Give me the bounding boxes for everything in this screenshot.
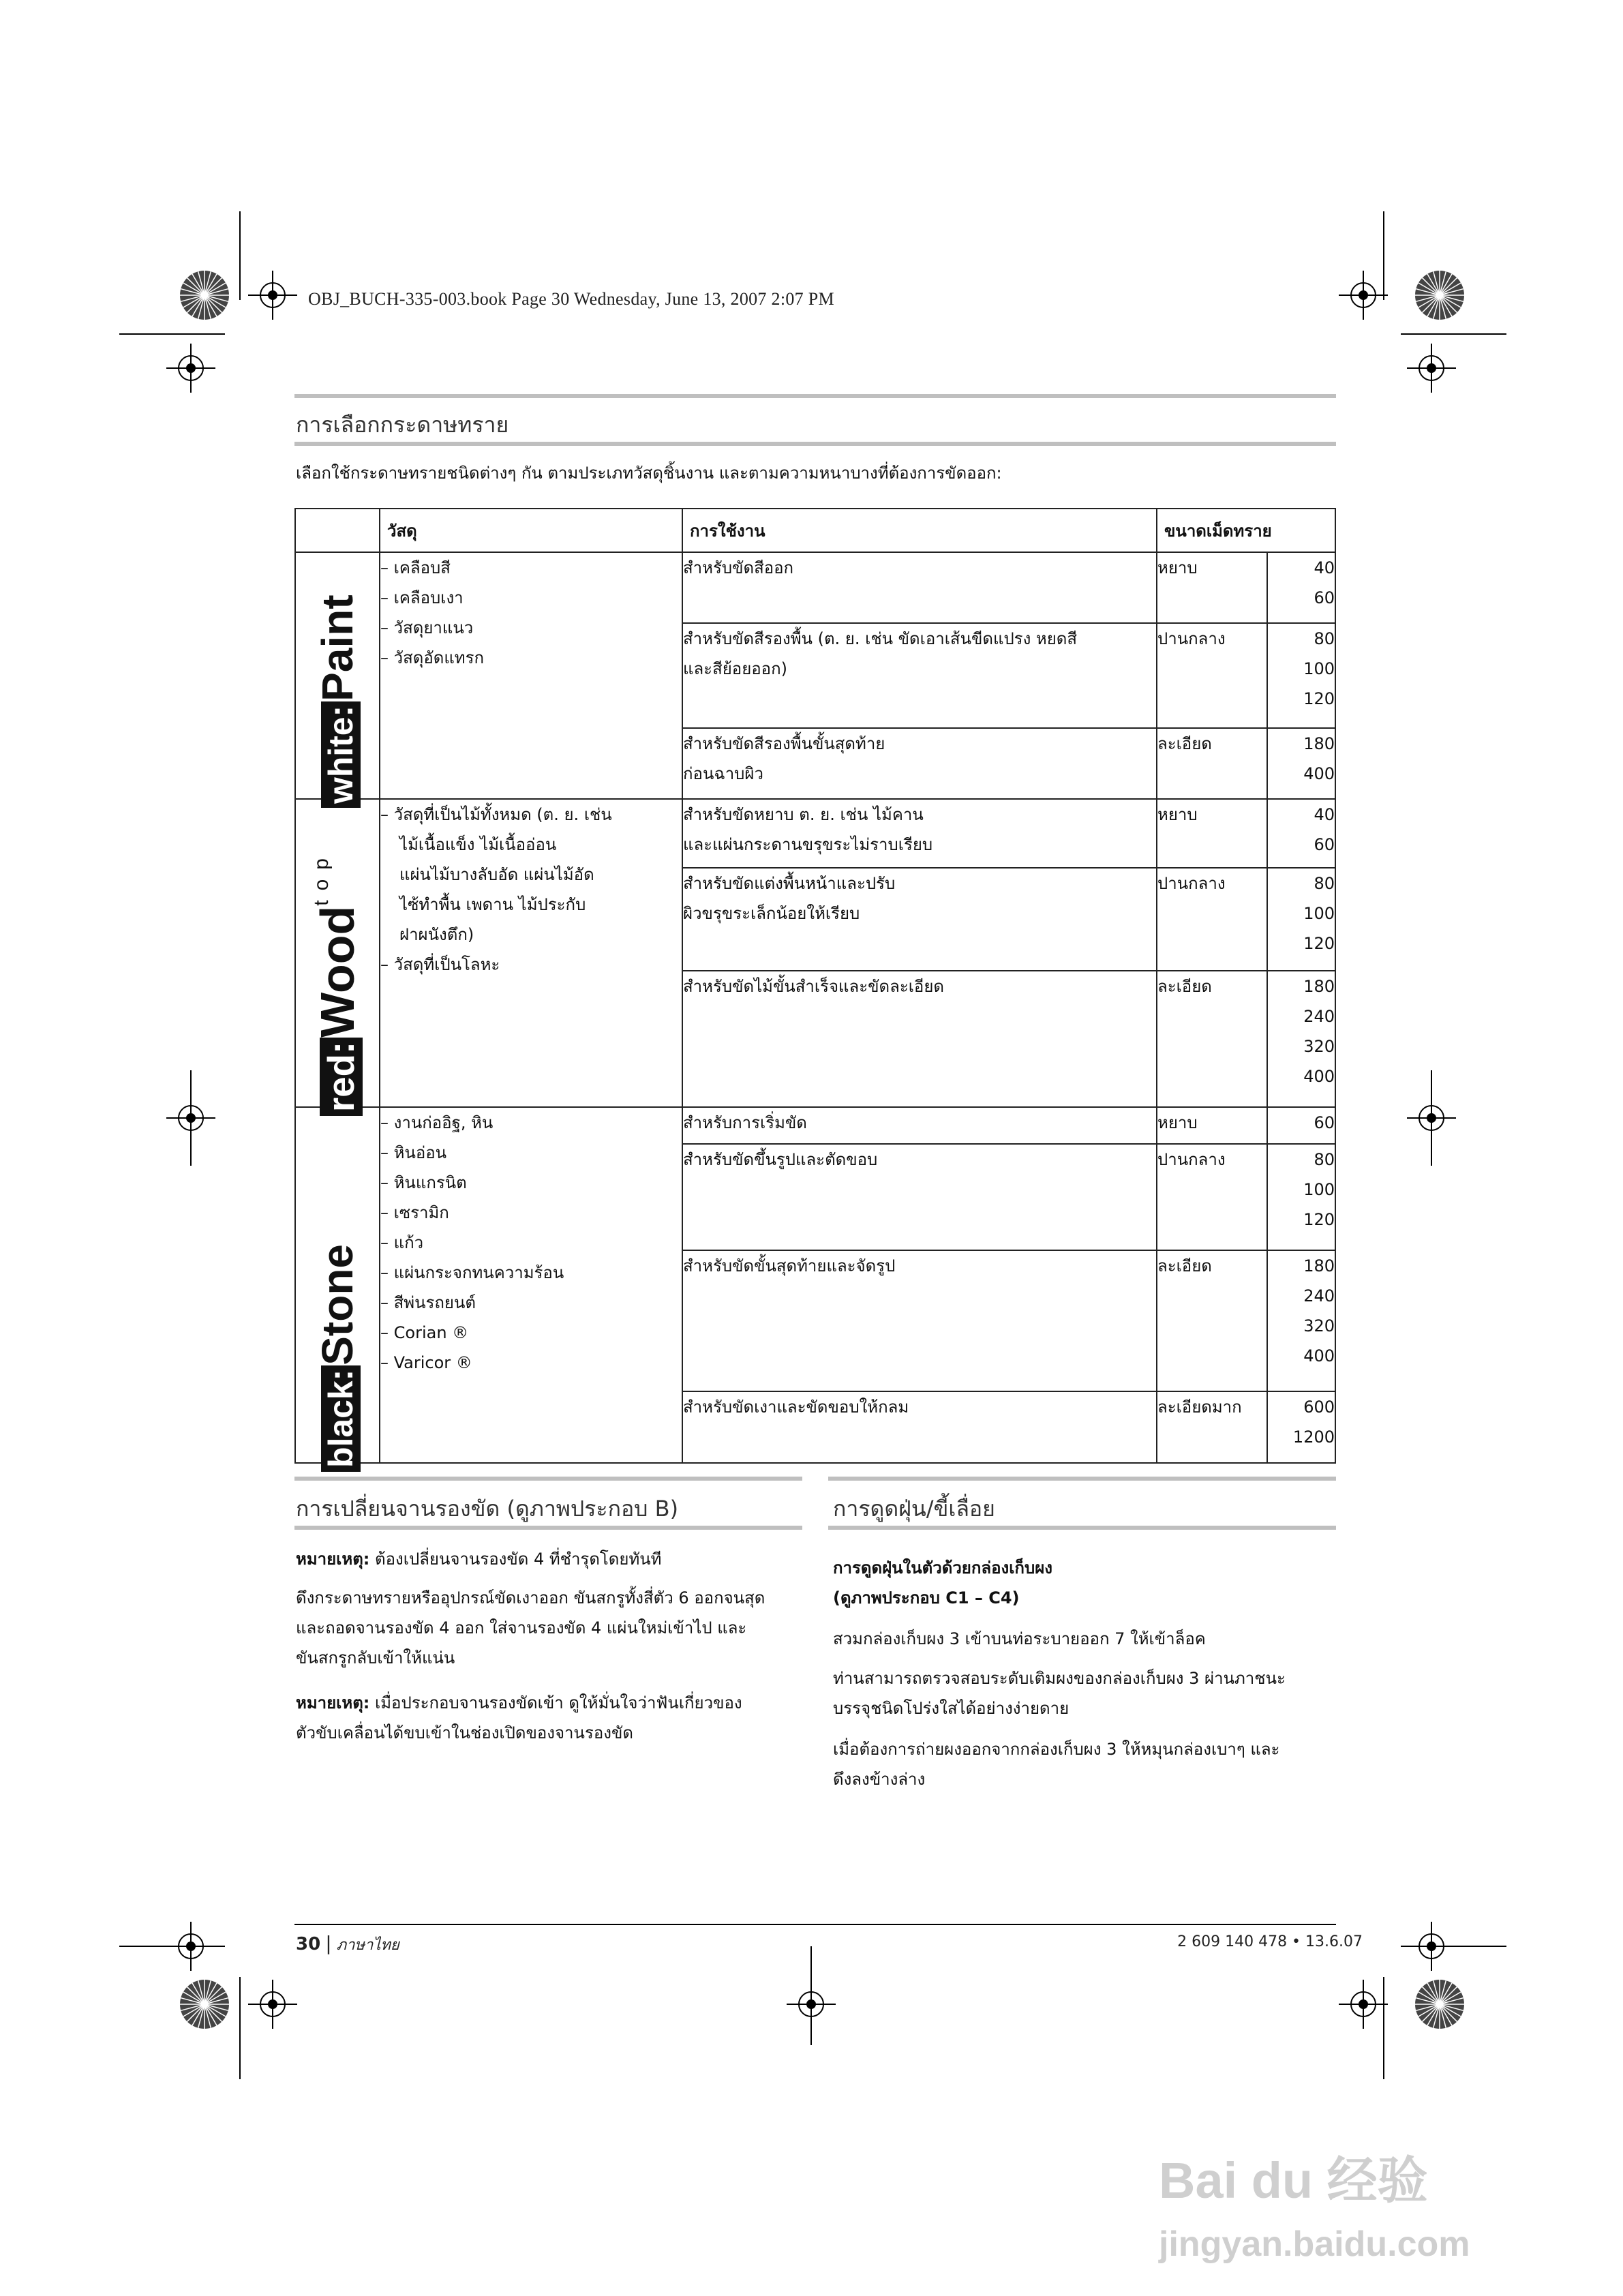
- table-row: [295, 552, 1335, 623]
- text-line: บรรจุชนิดโปร่งใสได้อย่างง่ายดาย: [833, 1699, 1070, 1718]
- dust-paragraph-2: [833, 1663, 1286, 1723]
- grit-col-header: ขนาดเม็ดทราย: [1157, 509, 1335, 552]
- text-line: ดึงลงข้างล่าง: [833, 1770, 926, 1789]
- table-row: [295, 799, 1335, 868]
- subtitle-line: การดูดฝุ่นในตัวด้วยกล่องเก็บผง: [833, 1558, 1052, 1577]
- brand-color-word: red:: [320, 1038, 363, 1116]
- pad-change-note2: [296, 1688, 742, 1748]
- page-number: 30: [296, 1934, 321, 1954]
- grit-value: 180: [1303, 1256, 1335, 1275]
- grit-value: 400: [1303, 1066, 1335, 1086]
- text-line: เมื่อประกอบจานรองขัดเข้า ดูให้มั่นใจว่าฟันเกี่ยวของ: [369, 1693, 742, 1712]
- material-col-header: วัสดุ: [380, 509, 682, 552]
- fineness-cell: ละเอียดมาก: [1157, 1391, 1267, 1463]
- grit-value: 120: [1303, 689, 1335, 708]
- material-item: – เคลือบเงา: [380, 588, 464, 607]
- usage-line: สำหรับขัดไม้ขั้นสำเร็จและขัดละเอียด: [683, 976, 944, 996]
- grit-value: 400: [1303, 764, 1335, 784]
- usage-line: สำหรับขัดขั้นสุดท้ายและจัดรูป: [683, 1256, 896, 1275]
- grit-value: 60: [1314, 1113, 1335, 1132]
- usage-cell: [682, 1107, 1157, 1144]
- dust-subtitle: [833, 1553, 1052, 1613]
- grit-value: 80: [1314, 629, 1335, 648]
- baidu-logo: Bai du 经验: [1159, 2152, 1428, 2209]
- usage-cell: [682, 1391, 1157, 1463]
- book-header-line: OBJ_BUCH-335-003.book Page 30 Wednesday, June 13, 2007 2:07 PM: [308, 289, 834, 309]
- material-item: – วัสดุอัดแทรก: [380, 648, 485, 667]
- material-item: – หินแกรนิต: [380, 1173, 467, 1192]
- fineness-cell: ละเอียด: [1157, 1250, 1267, 1391]
- usage-line: สำหรับขัดสีรองพื้น (ต. ย. เช่น ขัดเอาเส้นขีดแปรง หยดสี: [683, 629, 1078, 648]
- usage-cell: [682, 868, 1157, 971]
- usage-line: สำหรับการเริ่มขัด: [683, 1113, 807, 1132]
- grit-value: 240: [1303, 1286, 1335, 1305]
- brand-main-word: Wood: [311, 905, 364, 1038]
- usage-cell: [682, 552, 1157, 623]
- grit-values-cell: [1267, 1391, 1335, 1463]
- section-rule: [294, 1526, 802, 1530]
- footer-rule: [294, 1924, 1336, 1925]
- text-line: สวมกล่องเก็บผง 3 เข้าบนท่อระบายออก 7 ให้เข้าล็อค: [833, 1629, 1206, 1648]
- material-item: – สีพ่นรถยนต์: [380, 1293, 476, 1312]
- material-item: ฝาผนังตึก): [399, 925, 474, 944]
- sandpaper-intro: เลือกใช้กระดาษทรายชนิดต่างๆ กัน ตามประเภทวัสดุชิ้นงาน และตามความหนาบางที่ต้องการขัดออก:: [296, 464, 1002, 483]
- section-rule: [294, 1477, 802, 1481]
- pad-change-title: การเปลี่ยนจานรองขัด (ดูภาพประกอบ B): [296, 1496, 679, 1522]
- usage-line: สำหรับขัดขึ้นรูปและตัดขอบ: [683, 1149, 878, 1169]
- brand-color-word: black:: [321, 1365, 361, 1472]
- pad-change-paragraph: [296, 1583, 765, 1673]
- usage-line: สำหรับขัดสีรองพื้นขั้นสุดท้าย: [683, 734, 885, 754]
- pad-change-note1: [296, 1544, 662, 1574]
- brand-label-cell: [295, 1107, 380, 1468]
- usage-cell: [682, 971, 1157, 1107]
- fineness-cell: หยาบ: [1157, 552, 1267, 623]
- grit-value: 80: [1314, 1149, 1335, 1169]
- grit-values-cell: [1267, 971, 1335, 1107]
- grit-values-cell: [1267, 728, 1335, 799]
- footer-separator: |: [325, 1932, 332, 1954]
- grit-value: 80: [1314, 874, 1335, 894]
- section-rule: [828, 1477, 1336, 1481]
- material-item: แผ่นไม้บางลับอัด แผ่นไม้อัด: [399, 865, 594, 884]
- fineness-cell: ละเอียด: [1157, 971, 1267, 1107]
- usage-cell: [682, 728, 1157, 799]
- section-rule: [294, 442, 1336, 446]
- section-rule: [828, 1526, 1336, 1530]
- brand-main-word: Paint: [313, 594, 362, 701]
- usage-line: ก่อนฉาบผิว: [683, 764, 763, 784]
- section-rule: [294, 394, 1336, 398]
- material-item: – แก้ว: [380, 1233, 424, 1252]
- fineness-cell: ปานกลาง: [1157, 868, 1267, 971]
- grit-values-cell: [1267, 1144, 1335, 1250]
- grit-value: 100: [1303, 659, 1335, 678]
- fineness-cell: หยาบ: [1157, 799, 1267, 868]
- brand-main-word: Stone: [313, 1243, 362, 1365]
- material-item: – Varicor ®: [380, 1353, 472, 1372]
- dust-paragraph-3: [833, 1734, 1279, 1794]
- material-item: – วัสดุยาแนว: [380, 618, 474, 637]
- grit-values-cell: [1267, 868, 1335, 971]
- brand-logo: [310, 849, 365, 1116]
- usage-cell: [682, 623, 1157, 728]
- dust-title: การดูดฝุ่น/ขี้เลื่อย: [833, 1496, 995, 1522]
- fineness-cell: หยาบ: [1157, 1107, 1267, 1144]
- footer-language: ภาษาไทย: [336, 1937, 399, 1954]
- usage-cell: [682, 1144, 1157, 1250]
- fineness-cell: ละเอียด: [1157, 728, 1267, 799]
- usage-line: สำหรับขัดหยาบ ต. ย. เช่น ไม้คาน: [683, 805, 924, 824]
- grit-value: 600: [1303, 1398, 1335, 1417]
- brand-sub-word: top: [310, 849, 333, 906]
- grit-value: 100: [1303, 1179, 1335, 1199]
- grit-values-cell: [1267, 1250, 1335, 1391]
- fineness-cell: ปานกลาง: [1157, 623, 1267, 728]
- grit-values-cell: [1267, 623, 1335, 728]
- usage-line: สำหรับขัดเงาและขัดขอบให้กลม: [683, 1398, 909, 1417]
- brand-color-word: white:: [321, 701, 361, 808]
- note-label: หมายเหตุ:: [296, 1693, 370, 1712]
- usage-cell: [682, 1250, 1157, 1391]
- note-text: ต้องเปลี่ยนจานรองขัด 4 ที่ชำรุดโดยทันที: [369, 1550, 662, 1569]
- dust-paragraph-1: [833, 1624, 1206, 1654]
- text-line: ท่านสามารถตรวจสอบระดับเติมผงของกล่องเก็บผง 3 ผ่านภาชนะ: [833, 1669, 1286, 1688]
- brand-col-header: [295, 509, 380, 552]
- usage-line: สำหรับขัดแต่งพื้นหน้าและปรับ: [683, 874, 896, 894]
- grit-value: 180: [1303, 976, 1335, 996]
- text-line: ดึงกระดาษทรายหรืออุปกรณ์ขัดเงาออก ขันสกรูทั้งสี่ตัว 6 ออกจนสุด: [296, 1588, 765, 1607]
- grit-value: 320: [1303, 1036, 1335, 1056]
- grit-value: 100: [1303, 904, 1335, 924]
- grit-value: 180: [1303, 734, 1335, 754]
- material-item: – เซรามิก: [380, 1203, 449, 1222]
- usage-col-header: การใช้งาน: [682, 509, 1157, 552]
- grit-value: 120: [1303, 934, 1335, 954]
- usage-line: และสีย้อยออก): [683, 659, 787, 678]
- text-line: ขันสกรูกลับเข้าให้แน่น: [296, 1648, 455, 1667]
- grit-value: 1200: [1292, 1428, 1335, 1447]
- usage-line: สำหรับขัดสีออก: [683, 558, 794, 577]
- text-line: เมื่อต้องการถ่ายผงออกจากกล่องเก็บผง 3 ให้หมุนกล่องเบาๆ และ: [833, 1740, 1280, 1759]
- brand-logo: [312, 1244, 363, 1472]
- text-line: ตัวขับเคลื่อนได้ขบเข้าในช่องเปิดของจานรองขัด: [296, 1723, 633, 1742]
- grit-value: 120: [1303, 1209, 1335, 1229]
- material-item: ไซ้ทำพื้น เพดาน ไม้ประกับ: [399, 895, 586, 914]
- material-cell: [380, 1107, 682, 1463]
- material-item: – เคลือบสี: [380, 558, 451, 577]
- grit-value: 40: [1314, 558, 1335, 577]
- grit-value: 60: [1314, 588, 1335, 607]
- brand-label-cell: [295, 799, 380, 1112]
- footer-left: [296, 1932, 399, 1957]
- material-item: – Corian ®: [380, 1323, 469, 1342]
- material-item: – แผ่นกระจกทนความร้อน: [380, 1263, 564, 1282]
- grit-value: 240: [1303, 1006, 1335, 1026]
- material-item: – งานก่ออิฐ, หิน: [380, 1113, 494, 1132]
- material-cell: [380, 552, 682, 799]
- grit-value: 320: [1303, 1316, 1335, 1335]
- brand-label-cell: [295, 552, 380, 804]
- sandpaper-table: [294, 508, 1336, 1468]
- material-item: ไม้เนื้อแข็ง ไม้เนื้ออ่อน: [399, 835, 557, 854]
- table-row: [295, 1107, 1335, 1144]
- material-cell: [380, 799, 682, 1107]
- text-line: และถอดจานรองขัด 4 ออก ใส่จานรองขัด 4 แผ่นใหม่เข้าไป และ: [296, 1618, 747, 1637]
- grit-value: 40: [1314, 805, 1335, 824]
- baidu-url: jingyan.baidu.com: [1159, 2224, 1470, 2264]
- sandpaper-title: การเลือกกระดาษทราย: [296, 412, 509, 438]
- grit-value: 400: [1303, 1346, 1335, 1365]
- brand-logo: [312, 594, 363, 808]
- material-item: – วัสดุที่เป็นไม้ทั้งหมด (ต. ย. เช่น: [380, 805, 612, 824]
- grit-values-cell: [1267, 799, 1335, 868]
- note-label: หมายเหตุ:: [296, 1550, 370, 1569]
- material-item: – หินอ่อน: [380, 1143, 447, 1162]
- usage-line: ผิวขรุขระเล็กน้อยให้เรียบ: [683, 904, 860, 924]
- usage-cell: [682, 799, 1157, 868]
- material-item: – วัสดุที่เป็นโลหะ: [380, 955, 500, 974]
- grit-values-cell: [1267, 552, 1335, 623]
- usage-line: และแผ่นกระดานขรุขระไม่ราบเรียบ: [683, 835, 933, 854]
- fineness-cell: ปานกลาง: [1157, 1144, 1267, 1250]
- footer-doc-code: 2 609 140 478 • 13.6.07: [1177, 1933, 1363, 1950]
- grit-value: 60: [1314, 835, 1335, 854]
- grit-values-cell: [1267, 1107, 1335, 1144]
- subtitle-line: (ดูภาพประกอบ C1 – C4): [833, 1588, 1020, 1607]
